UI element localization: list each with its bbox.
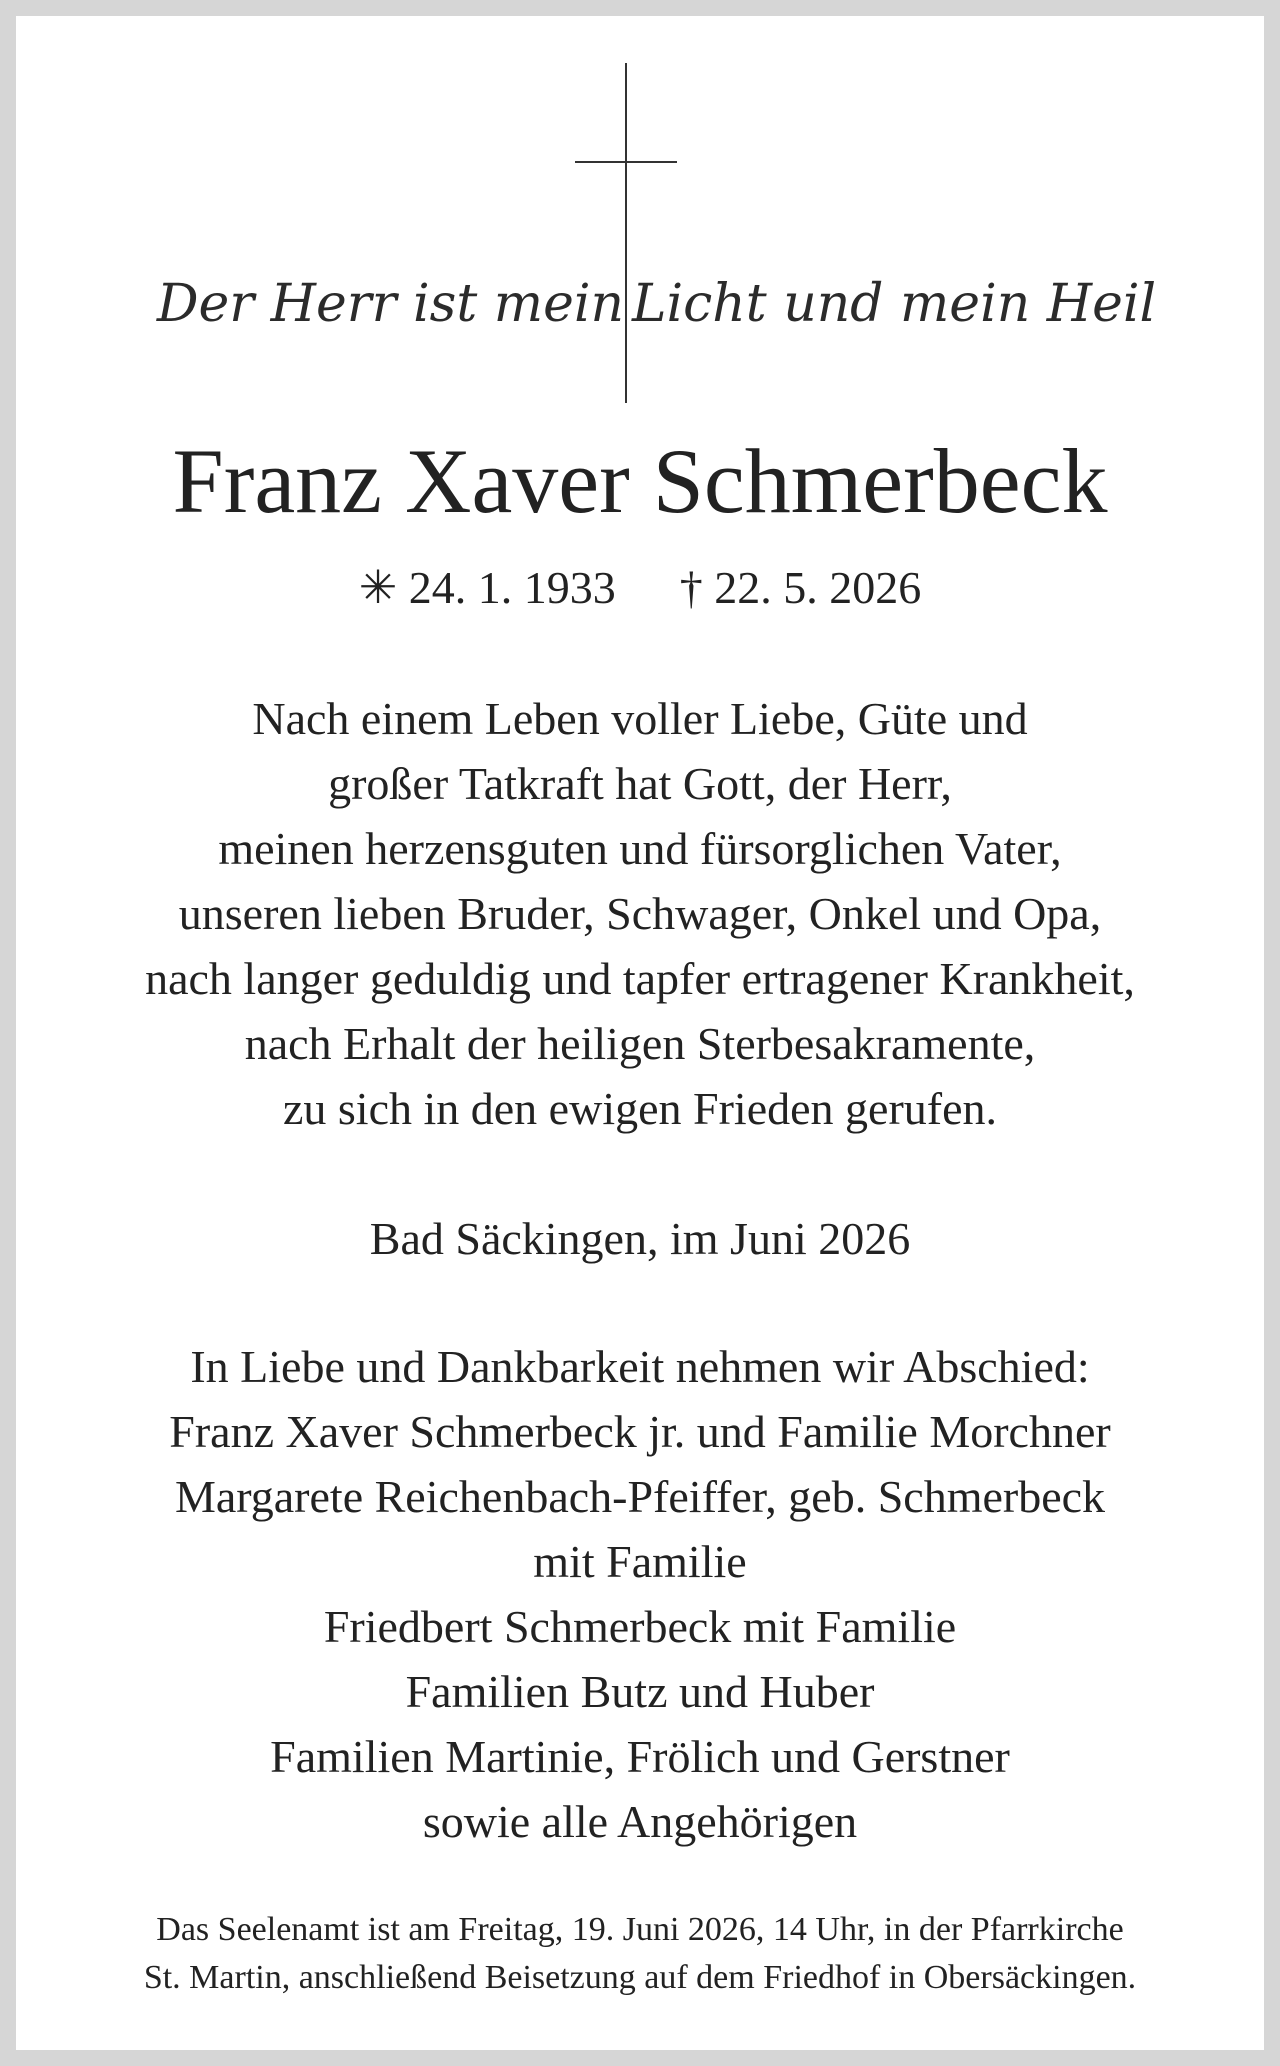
life-dates <box>16 556 1264 620</box>
service-line: St. Martin, anschließend Beisetzung auf dem Friedhof in Obersäckingen. <box>143 1959 1137 1996</box>
verse-right: Licht und mein Heil <box>632 274 1157 334</box>
death-date: † 22. 5. 2026 <box>679 562 922 613</box>
obituary-notice <box>16 16 1264 2050</box>
mourners-list <box>16 1334 1264 1854</box>
cross-icon <box>16 16 1264 416</box>
verse-left: Der Herr ist mein <box>156 274 624 334</box>
announcement-line: unseren lieben Bruder, Schwager, Onkel und Opa, <box>178 888 1102 939</box>
cross-vertical-bar <box>625 63 627 403</box>
mourners-line: Familien Butz und Huber <box>405 1666 875 1717</box>
announcement-line: nach langer geduldig und tapfer ertragener Krankheit, <box>145 953 1135 1004</box>
announcement-line: meinen herzensguten und fürsorglichen Vater, <box>218 823 1062 874</box>
birth-date: ✳ 24. 1. 1933 <box>358 562 616 613</box>
announcement-text <box>16 686 1264 1141</box>
announcement-line: großer Tatkraft hat Gott, der Herr, <box>328 758 952 809</box>
mourners-line: Friedbert Schmerbeck mit Familie <box>323 1601 957 1652</box>
place-date-line: Bad Säckingen, im Juni 2026 <box>369 1213 911 1264</box>
mourners-line: Margarete Reichenbach-Pfeiffer, geb. Schmerbeck <box>174 1471 1106 1522</box>
cross-horizontal-bar <box>575 161 677 163</box>
mourners-line: Franz Xaver Schmerbeck jr. und Familie Morchner <box>169 1406 1111 1457</box>
mourners-line: sowie alle Angehörigen <box>422 1796 858 1847</box>
place-and-date <box>16 1206 1264 1271</box>
mourners-line: In Liebe und Dankbarkeit nehmen wir Abschied: <box>190 1341 1090 1392</box>
service-line: Das Seelenamt ist am Freitag, 19. Juni 2026, 14 Uhr, in der Pfarrkirche <box>156 1911 1124 1948</box>
mourners-line: Familien Martinie, Frölich und Gerstner <box>270 1731 1010 1782</box>
announcement-line: nach Erhalt der heiligen Sterbesakramente, <box>244 1018 1036 1069</box>
mourners-line: mit Familie <box>533 1536 747 1587</box>
funeral-service-info <box>16 1906 1264 2002</box>
announcement-line: Nach einem Leben voller Liebe, Güte und <box>252 693 1028 744</box>
deceased-name: Franz Xaver Schmerbeck <box>172 430 1108 532</box>
announcement-line: zu sich in den ewigen Frieden gerufen. <box>282 1083 998 1134</box>
